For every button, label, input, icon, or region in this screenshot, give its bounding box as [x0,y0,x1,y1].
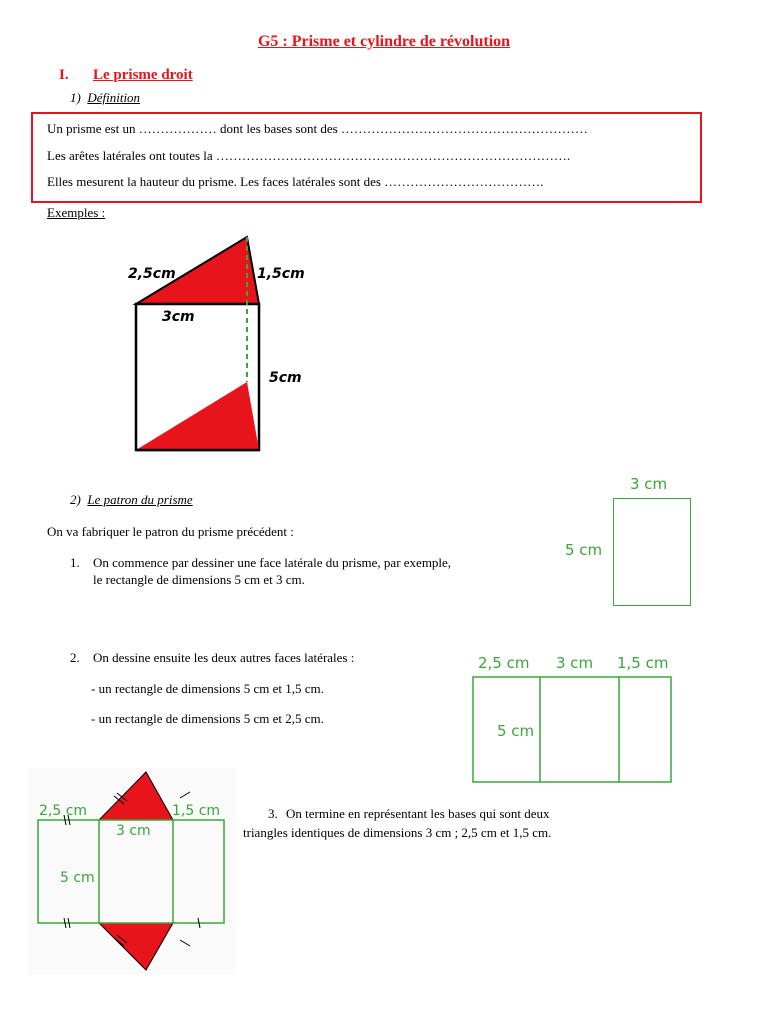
step1-line1: On commence par dessiner une face latérale du prisme, par exemple, [93,555,452,570]
intro-text: On va fabriquer le patron du prisme précédent : [47,524,294,539]
subsection2-title: Le patron du prisme [87,492,193,507]
step1-number: 1. [70,555,80,570]
fig3-label-w2: 3 cm [116,823,151,839]
step2-line1: On dessine ensuite les deux autres faces latérales : [93,650,355,665]
subsection-number: 1) [70,90,81,105]
fig1-label-width: 3 cm [630,475,668,493]
subsection-definition [70,90,140,106]
step2-item2: - un rectangle de dimensions 5 cm et 2,5 cm. [91,711,324,726]
page-title: G5 : Prisme et cylindre de révolution [257,33,511,50]
step3-number: 3. [268,806,278,821]
examples-label: Exemples : [47,205,106,220]
prism-label-base: 3cm [162,309,195,325]
definition-line-1: Un prisme est un ……………… dont les bases sont des ………………………………………………… [47,121,588,136]
section-number: I. [59,67,69,83]
step2-number: 2. [70,650,80,665]
fig2-label-w2: 3 cm [556,654,594,672]
prism-bottom-base [136,382,259,450]
fig2-label-w1: 2,5 cm [478,654,530,672]
prism-label-height: 5cm [269,370,302,386]
prism-label-hyp: 2,5cm [128,266,176,282]
prism-label-side: 1,5cm [257,266,305,282]
fig1-rectangle [613,498,691,606]
fig3-net [28,768,236,974]
definition-line-3: Elles mesurent la hauteur du prisme. Les faces latérales sont des ………………………………. [47,174,544,189]
subsection2-number: 2) [70,492,81,507]
subsection-patron [70,492,193,508]
fig1-label-height: 5 cm [565,541,603,559]
fig2-label-w3: 1,5 cm [617,654,669,672]
prism-figure [120,232,320,457]
fig2-label-height: 5 cm [497,722,535,740]
step3-line1: On termine en représentant les bases qui sont deux [286,806,550,821]
step2-item1: - un rectangle de dimensions 5 cm et 1,5 cm. [91,681,324,696]
definition-line-2: Les arêtes latérales ont toutes la ………………………………………………………………………. [47,148,571,163]
step1-line2: le rectangle de dimensions 5 cm et 3 cm. [93,572,305,587]
subsection-title: Définition [87,90,141,105]
section-title: Le prisme droit [93,67,193,83]
fig3-label-height: 5 cm [60,870,95,886]
fig3-label-w1: 2,5 cm [39,803,88,819]
step3-line2: triangles identiques de dimensions 3 cm ; 2,5 cm et 1,5 cm. [243,825,552,840]
fig3-label-w3: 1,5 cm [172,803,221,819]
